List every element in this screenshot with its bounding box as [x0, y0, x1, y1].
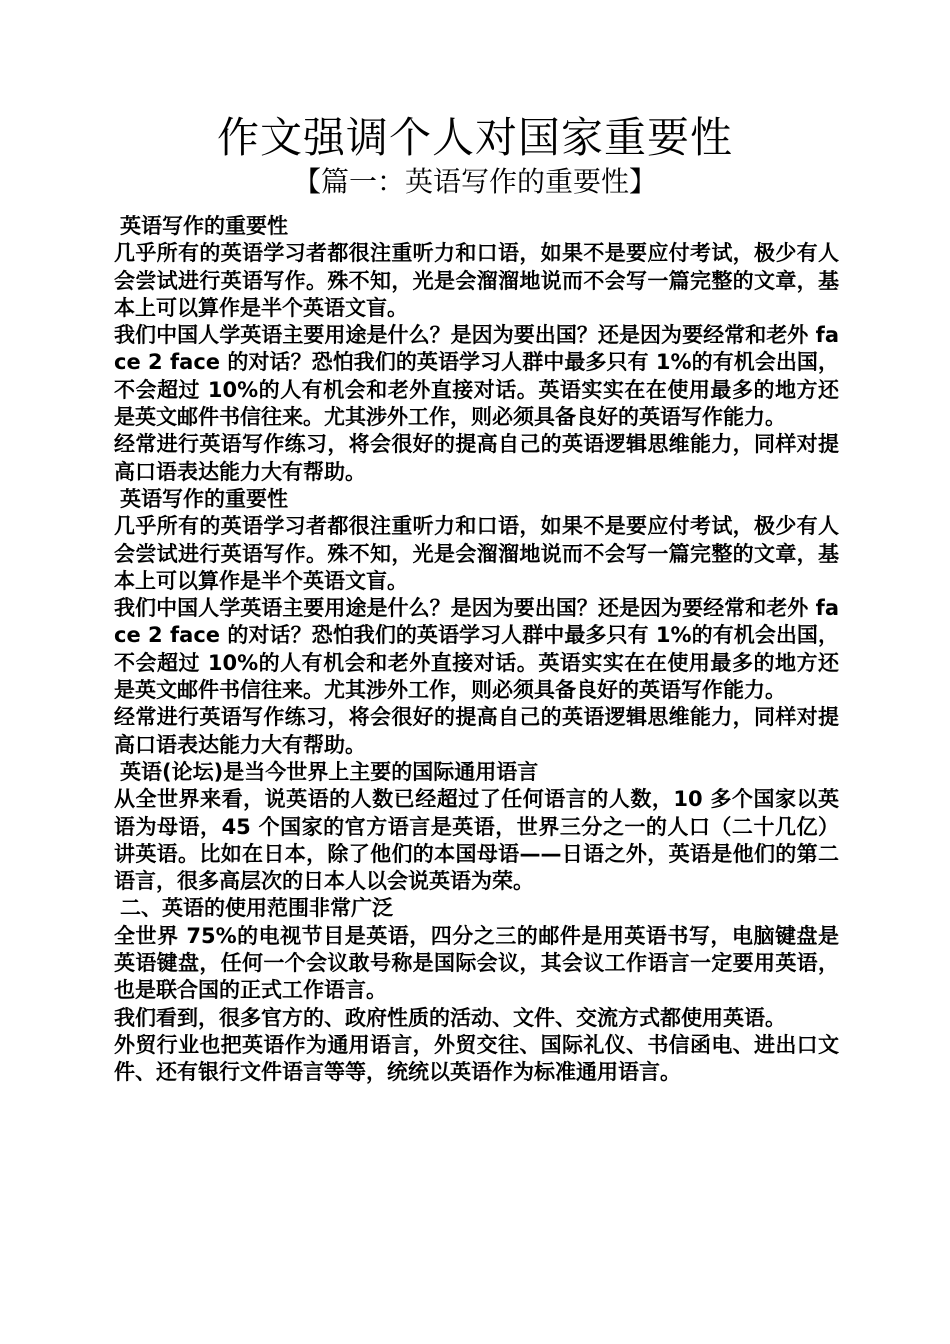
section-heading: 英语(论坛)是当今世界上主要的国际通用语言: [120, 759, 539, 784]
document-subtitle: 【篇一：英语写作的重要性】: [292, 165, 657, 198]
body-paragraph: 从全世界来看，说英语的人数已经超过了任何语言的人数，10 多个国家以英语为母语，45 个国家的官方语言是英语，世界三分之一的人口（二十几亿）讲英语。比如在日本，除了他们的本国母语——日语之外，英语是他们的第二语言，很多高层次的日本人以会说英语为荣。: [114, 787, 839, 894]
section-heading: 英语写作的重要性: [120, 486, 288, 511]
body-paragraph: 我们中国人学英语主要用途是什么？是因为要出国？还是因为要经常和老外 face 2 face 的对话？恐怕我们的英语学习人群中最多只有 1%的有机会出国，不会超过 10%的人有机会和老外直接对话。英语实实在在使用最多的地方还是英文邮件书信往来。尤其涉外工作，则必须具备良好的英语写作能力。: [114, 596, 839, 703]
document-title: 作文强调个人对国家重要性: [216, 113, 733, 162]
body-paragraph: 我们中国人学英语主要用途是什么？是因为要出国？还是因为要经常和老外 face 2 face 的对话？恐怕我们的英语学习人群中最多只有 1%的有机会出国，不会超过 10%的人有机会和老外直接对话。英语实实在在使用最多的地方还是英文邮件书信往来。尤其涉外工作，则必须具备良好的英语写作能力。: [114, 323, 839, 430]
body-paragraph: 经常进行英语写作练习，将会很好的提高自己的英语逻辑思维能力，同样对提高口语表达能力大有帮助。: [114, 432, 839, 484]
section-heading: 二、英语的使用范围非常广泛: [120, 896, 393, 921]
body-paragraph: 外贸行业也把英语作为通用语言，外贸交往、国际礼仪、书信函电、进出口文件、还有银行文件语言等等，统统以英语作为标准通用语言。: [114, 1032, 839, 1085]
body-paragraph: 我们看到，很多官方的、政府性质的活动、文件、交流方式都使用英语。: [114, 1005, 786, 1030]
body-paragraph: 全世界 75%的电视节目是英语，四分之三的邮件是用英语书写，电脑键盘是英语键盘，任何一个会议敢号称是国际会议，其会议工作语言一定要用英语，也是联合国的正式工作语言。: [114, 923, 839, 1003]
body-paragraph: 几乎所有的英语学习者都很注重听力和口语，如果不是要应付考试，极少有人会尝试进行英语写作。殊不知，光是会溜溜地说而不会写一篇完整的文章，基本上可以算作是半个英语文盲。: [114, 514, 839, 593]
body-paragraph: 经常进行英语写作练习，将会很好的提高自己的英语逻辑思维能力，同样对提高口语表达能力大有帮助。: [114, 705, 839, 757]
body-paragraph: 几乎所有的英语学习者都很注重听力和口语，如果不是要应付考试，极少有人会尝试进行英语写作。殊不知，光是会溜溜地说而不会写一篇完整的文章，基本上可以算作是半个英语文盲。: [114, 241, 839, 320]
section-heading: 英语写作的重要性: [120, 214, 288, 238]
document-body: [114, 213, 839, 1087]
